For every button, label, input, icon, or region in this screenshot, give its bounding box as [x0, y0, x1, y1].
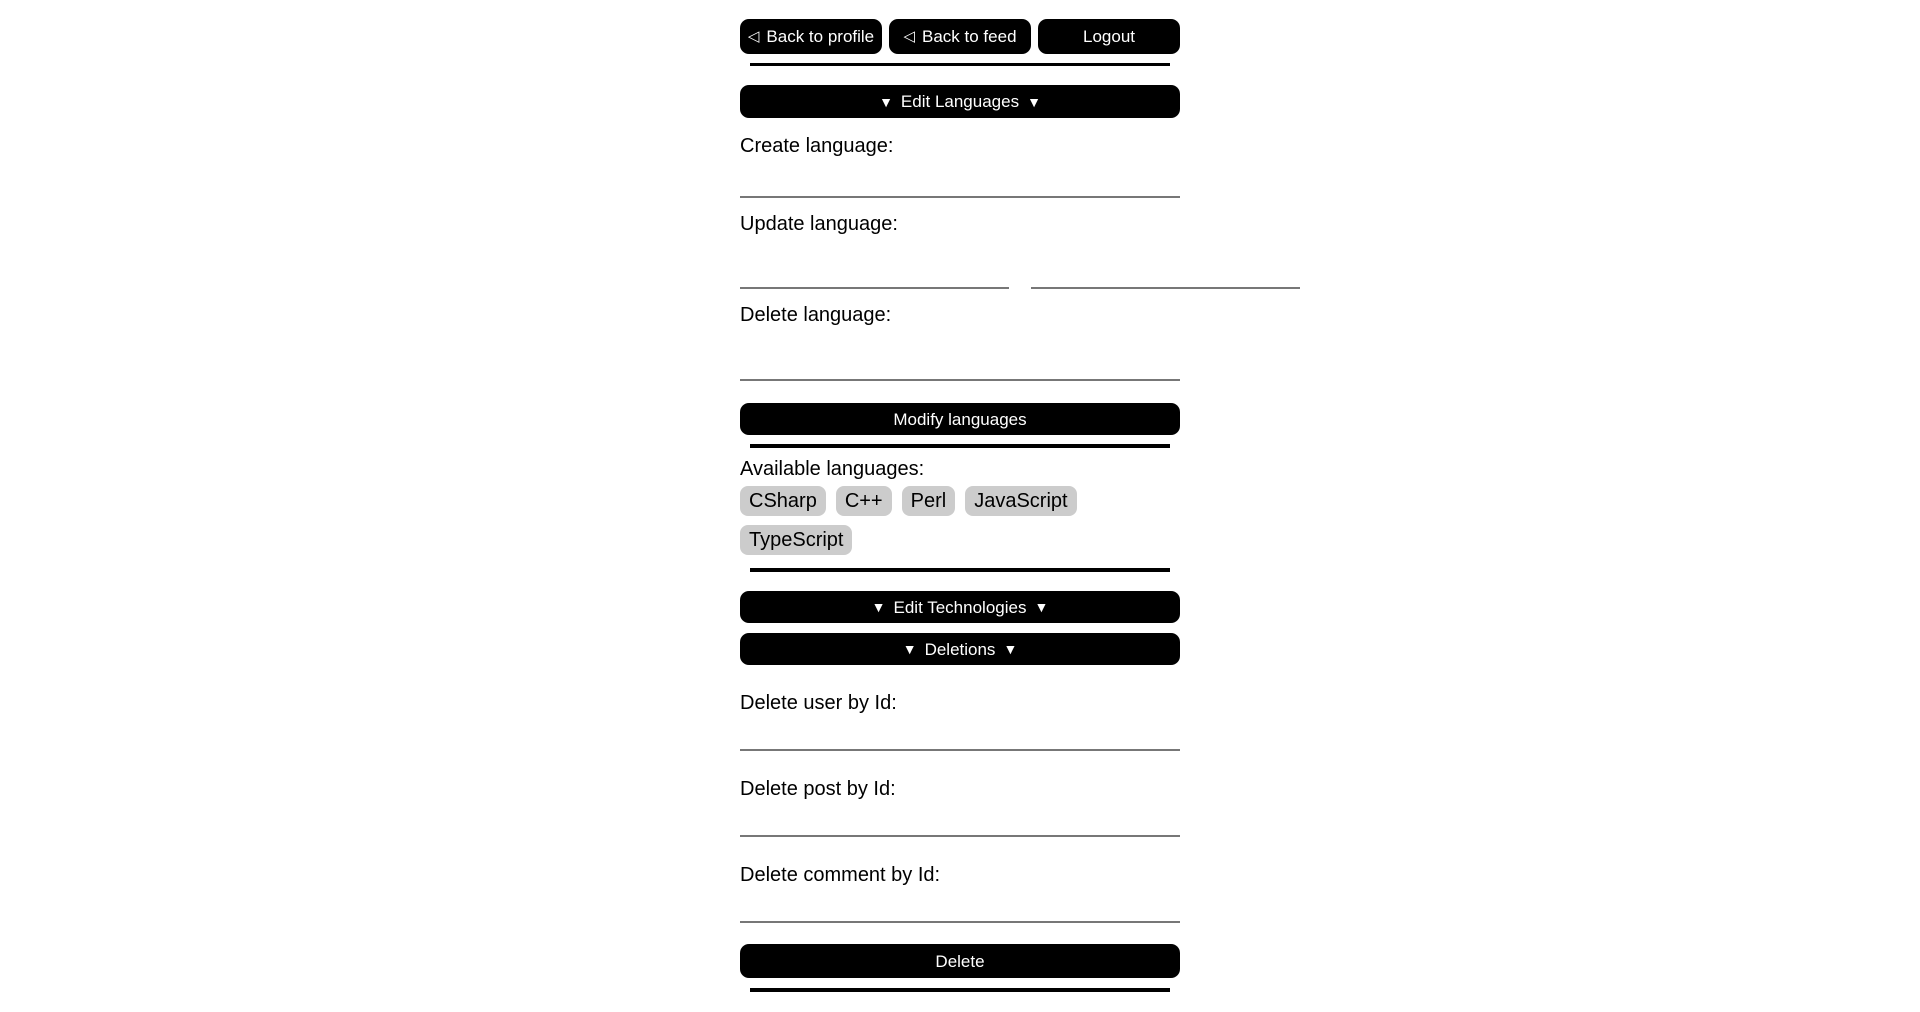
chevron-down-icon: ▼ — [1003, 641, 1018, 657]
available-languages-label: Available languages: — [740, 458, 925, 480]
create-language-input[interactable] — [740, 158, 1180, 198]
modify-languages-button[interactable] — [740, 403, 1180, 435]
back-to-profile-label: Back to profile — [766, 27, 875, 46]
update-language-row — [740, 236, 1180, 289]
edit-technologies-toggle[interactable] — [740, 591, 1180, 623]
update-language-label: Update language: — [740, 213, 898, 235]
create-language-label: Create language: — [740, 135, 894, 157]
delete-comment-id-input[interactable] — [740, 887, 1180, 923]
deletions-toggle-label: Deletions — [924, 639, 996, 659]
edit-languages-toggle-label: Edit Languages — [900, 92, 1020, 111]
back-to-profile-button[interactable] — [740, 19, 882, 54]
divider — [750, 63, 1170, 66]
delete-submit-button[interactable] — [740, 944, 1180, 978]
delete-language-input[interactable] — [740, 327, 1180, 381]
chevron-down-icon: ▼ — [1034, 599, 1049, 615]
logout-button[interactable] — [1038, 19, 1180, 54]
update-language-new-input[interactable] — [1031, 236, 1300, 289]
language-tag-csharp[interactable]: CSharp — [740, 486, 826, 516]
back-to-feed-button[interactable] — [889, 19, 1031, 54]
language-tag-list — [740, 486, 1180, 555]
divider — [750, 444, 1170, 448]
update-language-old-input[interactable] — [740, 236, 1009, 289]
delete-comment-id-label: Delete comment by Id: — [740, 864, 941, 886]
delete-post-id-input[interactable] — [740, 801, 1180, 837]
divider — [750, 568, 1170, 572]
edit-technologies-toggle-label: Edit Technologies — [893, 597, 1027, 617]
language-tag-javascript[interactable]: JavaScript — [965, 486, 1076, 516]
delete-submit-label: Delete — [935, 951, 985, 971]
chevron-down-icon: ▼ — [902, 641, 917, 657]
back-arrow-icon: ◁ — [747, 28, 760, 45]
logout-label: Logout — [1083, 27, 1135, 46]
back-to-feed-label: Back to feed — [922, 27, 1017, 46]
delete-post-id-label: Delete post by Id: — [740, 778, 896, 800]
chevron-down-icon: ▼ — [1027, 93, 1041, 110]
divider — [750, 988, 1170, 992]
admin-panel — [740, 0, 1180, 992]
chevron-down-icon: ▼ — [871, 599, 886, 615]
delete-user-id-input[interactable] — [740, 715, 1180, 751]
modify-languages-label: Modify languages — [893, 409, 1027, 429]
language-tag-perl[interactable]: Perl — [902, 486, 956, 516]
language-tag-typescript[interactable]: TypeScript — [740, 525, 852, 555]
deletions-toggle[interactable] — [740, 633, 1180, 665]
language-tag-cpp[interactable]: C++ — [836, 486, 892, 516]
edit-languages-toggle[interactable] — [740, 85, 1180, 118]
chevron-down-icon: ▼ — [879, 93, 893, 110]
back-arrow-icon: ◁ — [903, 28, 916, 45]
top-button-row — [740, 19, 1180, 54]
delete-user-id-label: Delete user by Id: — [740, 692, 897, 714]
delete-language-label: Delete language: — [740, 304, 892, 326]
